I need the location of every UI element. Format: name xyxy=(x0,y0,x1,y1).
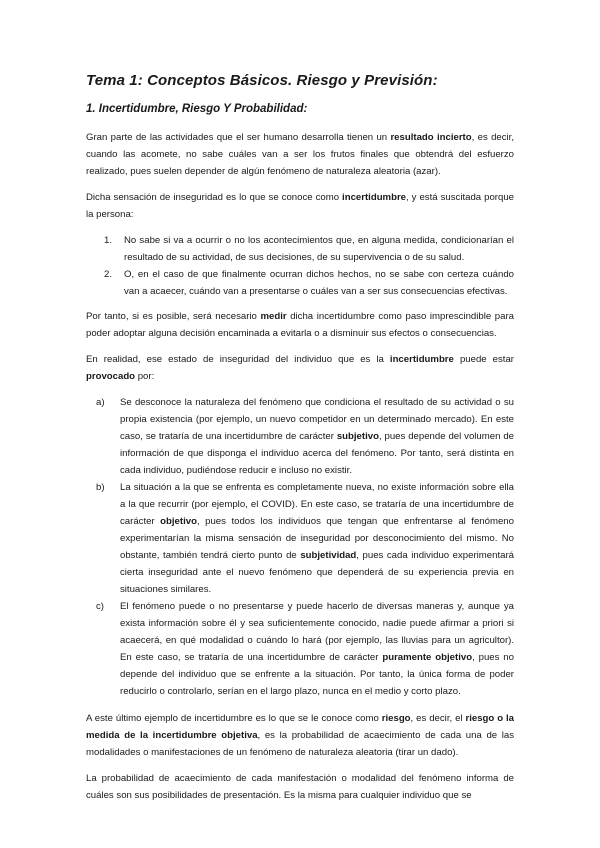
text-run: La situación a la que se enfrenta es completamente nueva, no existe información sobre ella a la que recurrir (por ejemplo, el COVID). En este caso, se trataría de una incertidumbre de carácter xyxy=(120,482,514,527)
list-item-text: No sabe si va a ocurrir o no los acontecimientos que, en alguna medida, condicionarían el resultado de su actividad, de sus decisiones, de su supervivencia o de su salud. xyxy=(124,235,514,263)
bold-run: medir xyxy=(260,311,287,322)
text-run: Dicha sensación de inseguridad es lo que se conoce como xyxy=(86,192,343,203)
text-run: A este último ejemplo de incertidumbre es lo que se le conoce como xyxy=(86,713,382,724)
list-item-text: O, en el caso de que finalmente ocurran dichos hechos, no se sabe con certeza cuándo van a acaecer, cuándo van a presentarse o cuáles van a ser sus consecuencias efectivas. xyxy=(124,269,514,297)
page-title xyxy=(86,72,514,89)
text-run: En realidad, ese estado de inseguridad del individuo que es la xyxy=(86,354,390,365)
bold-run: riesgo xyxy=(381,713,411,724)
list-item xyxy=(104,232,514,266)
title-prefix: Tema 1: xyxy=(86,72,143,89)
text-run: , pues cada individuo experimentará cierta inseguridad ante el nuevo fenómeno que dependerá de su experiencia previa en situaciones similares. xyxy=(120,550,514,595)
bold-run: incertidumbre xyxy=(389,354,454,365)
list-item-a xyxy=(96,394,515,479)
list-marker: 1. xyxy=(104,235,113,246)
title-rest: Conceptos Básicos. Riesgo y Previsión: xyxy=(142,72,438,89)
text-run: puede estar xyxy=(453,354,514,365)
section-heading: 1. Incertidumbre, Riesgo Y Probabilidad: xyxy=(86,103,308,115)
list-item-b xyxy=(96,479,514,598)
text-run: El fenómeno puede o no presentarse y puede hacerlo de diversas maneras y, aunque ya exista información sobre él y sea suficientemente conocido, nadie puede afirmar a priori si acaecerá, en qué modalidad o cuándo lo hará (por ejemplo, las lluvias para un agricultor). En este caso, se trataría de una incertidumbre de carácter xyxy=(120,601,514,663)
list-item xyxy=(104,266,514,300)
paragraph-3 xyxy=(86,308,514,342)
text-run: Se desconoce la naturaleza del fenómeno que condiciona el resultado de su actividad o su propia existencia (por ejemplo, un nuevo competidor en un determinado mercado). En este caso, se trataría de una incertidumbre de carácter xyxy=(120,397,514,442)
paragraph-2 xyxy=(86,189,514,223)
list-marker: c) xyxy=(96,601,104,612)
bold-run: subjetivo xyxy=(336,431,379,442)
bold-run: resultado incierto xyxy=(390,132,472,143)
bold-run: objetivo xyxy=(160,516,197,527)
text-run: , pues depende del volumen de información de que disponga el individuo acerca del fenómeno. Por tanto, será distinta en cada individuo, pudiéndose reducir e incluso no existir. xyxy=(120,431,515,476)
lettered-list xyxy=(86,394,514,700)
list-marker: a) xyxy=(96,397,105,408)
bold-run: provocado xyxy=(86,371,136,382)
text-run: , es decir, el xyxy=(410,713,466,724)
paragraph-5 xyxy=(86,710,514,761)
numbered-list xyxy=(86,232,514,300)
text-run: , y está suscitada porque la persona: xyxy=(86,192,514,220)
text-run: , es la probabilidad de acaecimiento de cada una de las modalidades o manifestaciones de un fenómeno de naturaleza aleatoria (tirar un dado). xyxy=(86,730,515,758)
text-run: Por tanto, si es posible, será necesario xyxy=(86,311,261,322)
paragraph-1 xyxy=(86,129,514,180)
paragraph-4 xyxy=(86,351,514,385)
list-item-c xyxy=(96,598,514,700)
list-marker: 2. xyxy=(104,269,113,280)
bold-run: incertidumbre xyxy=(342,192,407,203)
list-marker: b) xyxy=(96,482,105,493)
text-run: , es decir, cuando las acomete, no sabe cuáles van a ser los frutos finales que obtendrá del esfuerzo realizado, pues suelen depender de algún fenómeno de naturaleza aleatoria (azar). xyxy=(86,132,515,177)
text-run: , pues todos los individuos que tengan que enfrentarse al fenómeno experimentarían la misma sensación de inseguridad por desconocimiento del mismo. No obstante, también tendrá cierto punto de xyxy=(120,516,514,561)
bold-run: puramente objetivo xyxy=(382,652,473,663)
bold-run: riesgo o la medida de la incertidumbre objetiva xyxy=(86,713,515,741)
paragraph-6: La probabilidad de acaecimiento de cada manifestación o modalidad del fenómeno informa de cuáles son sus posibilidades de presentación. Es la misma para cualquier individuo que se xyxy=(86,773,514,801)
text-run: por: xyxy=(135,371,155,382)
text-run: Gran parte de las actividades que el ser humano desarrolla tienen un xyxy=(86,132,391,143)
bold-run: subjetividad xyxy=(300,550,357,561)
text-run: , pues no depende del individuo que se enfrente a la situación. Por tanto, la única forma de poder reducirlo o controlarlo, serían en el largo plazo, nunca en el medio y corto plazo. xyxy=(120,652,514,697)
text-run: dicha incertidumbre como paso imprescindible para poder adoptar alguna decisión encaminada a evitarla o a disminuir sus efectos o consecuencias. xyxy=(86,311,514,339)
